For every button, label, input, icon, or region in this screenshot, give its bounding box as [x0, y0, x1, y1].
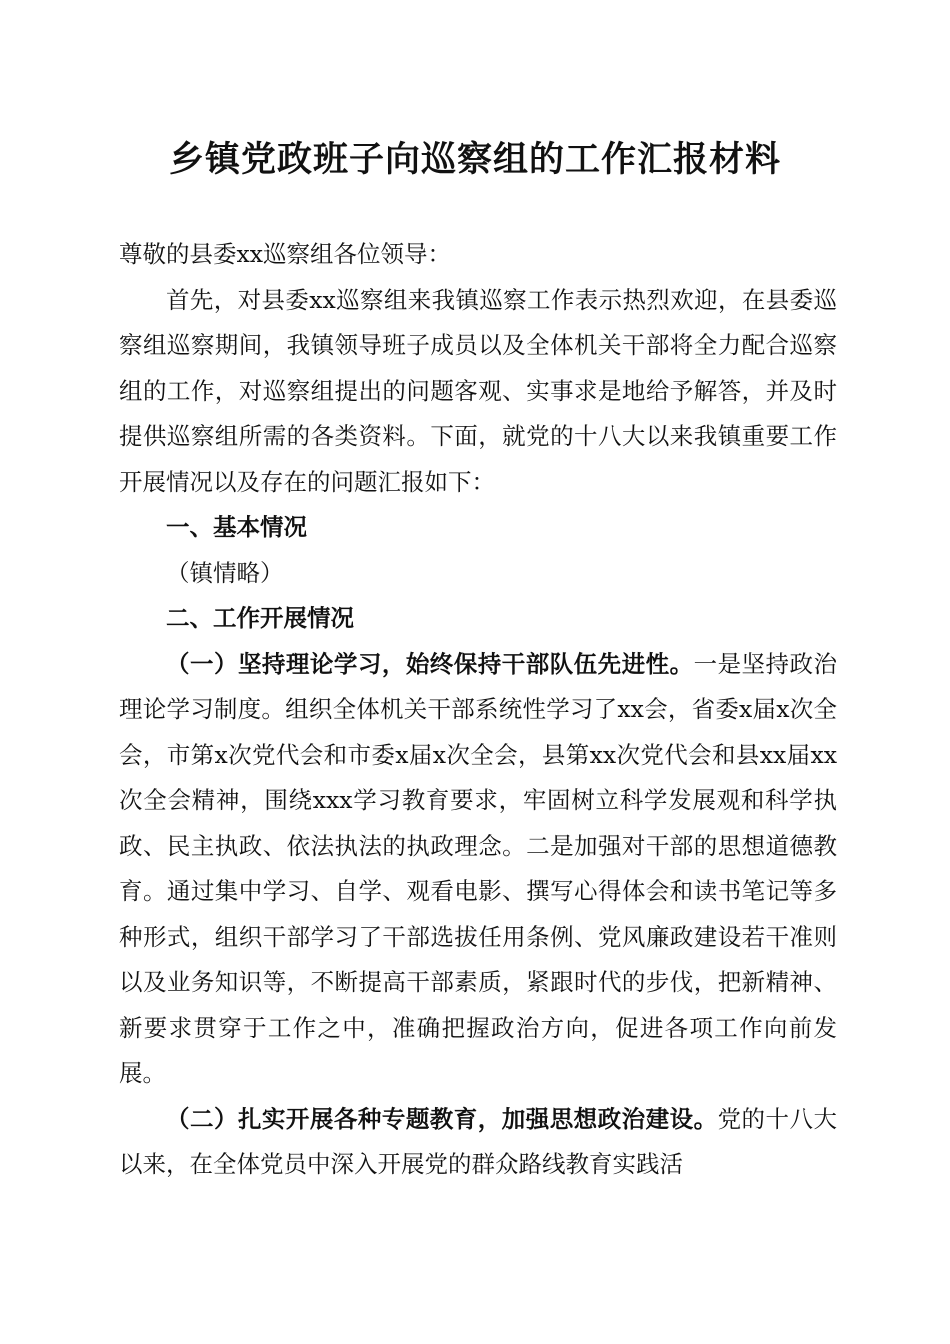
intro-paragraph: 首先，对县委xx巡察组来我镇巡察工作表示热烈欢迎，在县委巡察组巡察期间，我镇领导班子成员以及全体机关干部将全力配合巡察组的工作，对巡察组提出的问题客观、实事求是地给予解答，并及时提供巡察组所需的各类资料。下面，就党的十八大以来我镇重要工作开展情况以及存在的问题汇报如下： [119, 285, 837, 496]
item-paragraph-1 [119, 642, 837, 1097]
section-heading-basic: 一、基本情况 [166, 513, 307, 541]
section-note: （镇情略） [166, 558, 284, 587]
item-paragraph-2 [119, 1097, 837, 1188]
section-heading-work: 二、工作开展情况 [166, 604, 354, 632]
item-heading-1: （一）坚持理论学习，始终保持干部队伍先进性。 [166, 649, 694, 678]
item-body-2: 党的十八大以来，在全体党员中深入开展党的群众路线教育实践活 [119, 1104, 838, 1178]
document-body [119, 232, 837, 1188]
item-heading-2: （二）扎实开展各种专题教育，加强思想政治建设。 [166, 1104, 718, 1133]
item-body-1: 一是坚持政治理论学习制度。组织全体机关干部系统性学习了xx会，省委x届x次全会，市第x次党代会和市委x届x次全会，县第xx次党代会和县xx届xx次全会精神，围绕xxx学习教育要求，牢固树立科学发展观和科学执政、民主执政、依法执法的执政理念。二是加强对干部的思想道德教育。通过集中学习、自学、观看电影、撰写心得体会和读书笔记等多种形式，组织干部学习了干部选拔任用条例、党风廉政建设若干准则以及业务知识等，不断提高干部素质，紧跟时代的步伐，把新精神、新要求贯穿于工作之中，准确把握政治方向，促进各项工作向前发展。 [119, 649, 838, 1087]
document-title: 乡镇党政班子向巡察组的工作汇报材料 [168, 140, 781, 180]
salutation: 尊敬的县委xx巡察组各位领导： [119, 240, 452, 268]
